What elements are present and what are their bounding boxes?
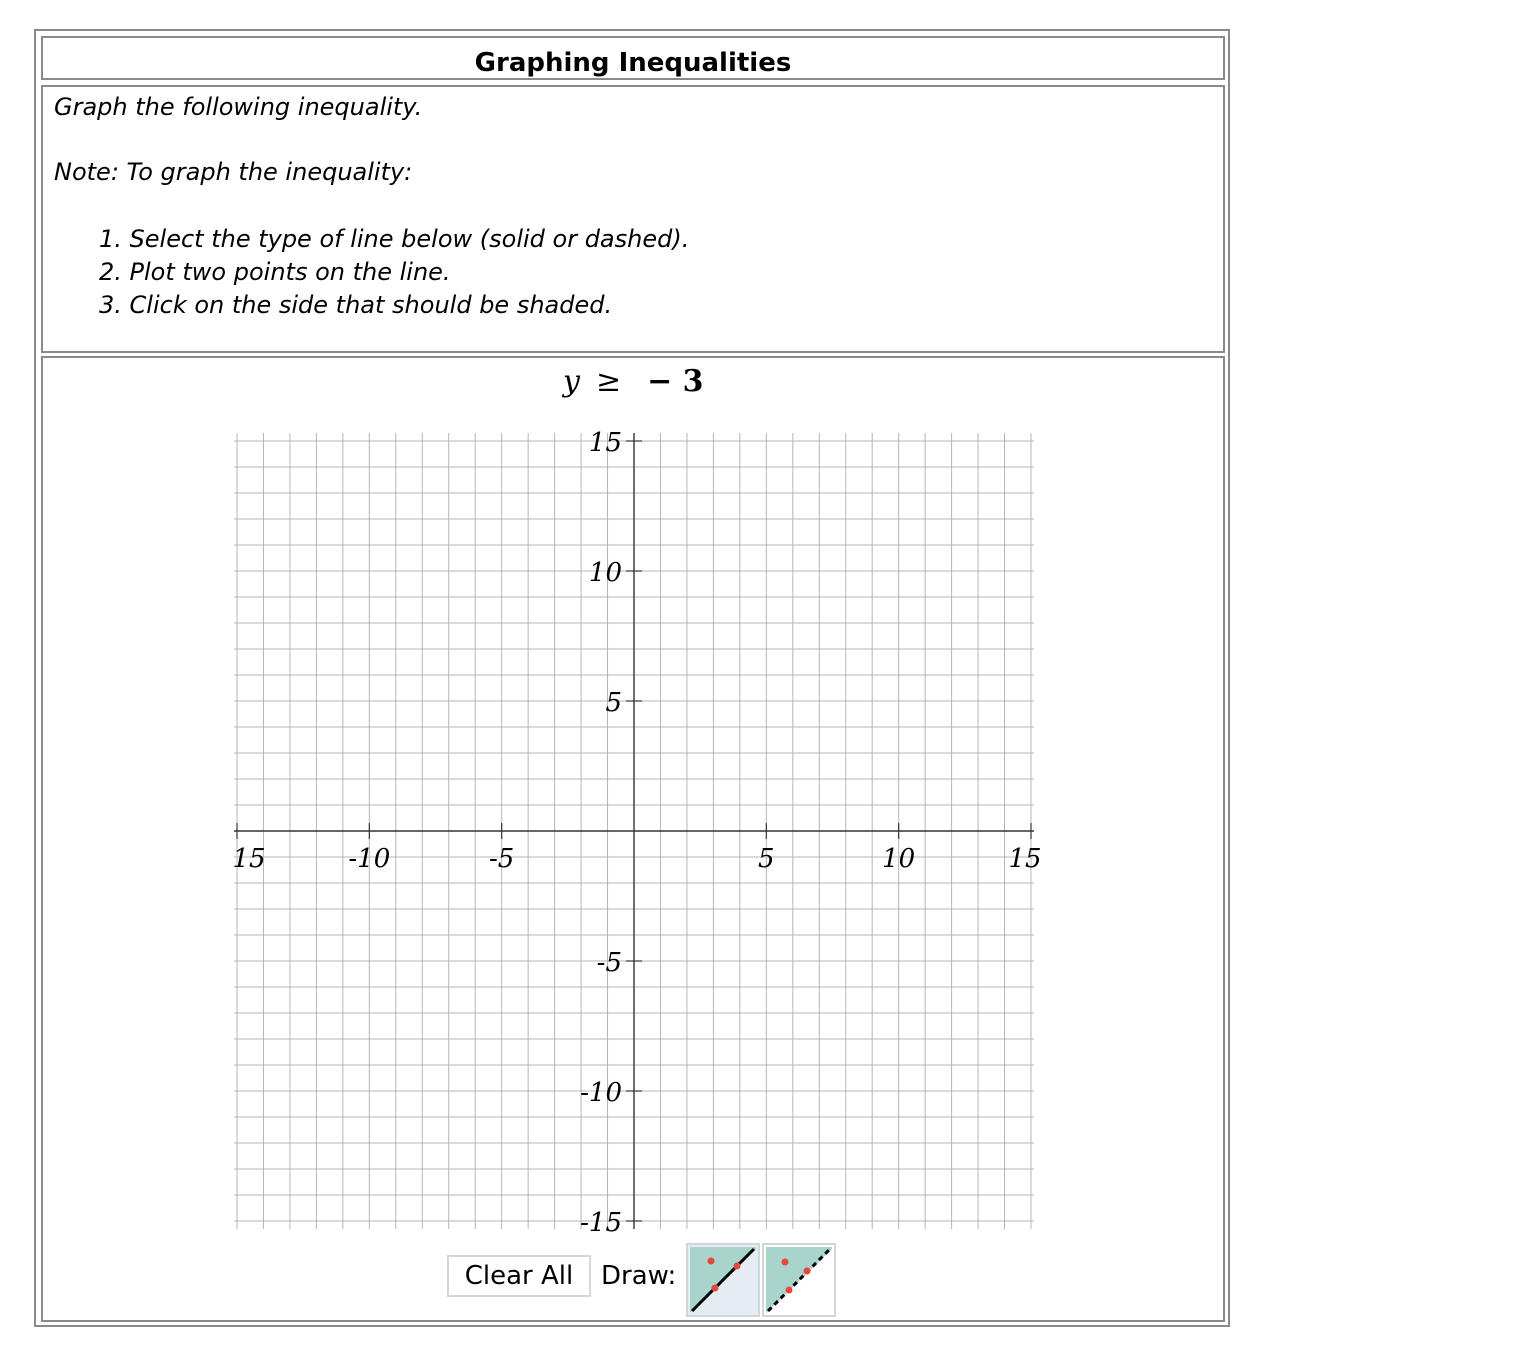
inequality-variable: y: [563, 364, 580, 399]
instruction-step: 2. Plot two points on the line.: [99, 258, 451, 286]
draw-label: Draw:: [601, 1261, 677, 1291]
solid-line-tool-button[interactable]: [686, 1243, 760, 1317]
y-tick-label: 10: [588, 558, 622, 588]
instruction-step: 3. Click on the side that should be shaded.: [99, 291, 613, 319]
x-tick-label: 5: [758, 844, 775, 874]
x-tick-label: 15: [232, 844, 266, 874]
dashed-line-tool-button[interactable]: [762, 1243, 836, 1317]
inequality-value: − 3: [647, 364, 704, 399]
inequality-relation: ≥: [595, 364, 622, 399]
instruction-prompt: Graph the following inequality.: [54, 93, 423, 121]
dashed-line-icon: [766, 1247, 832, 1313]
instruction-note: Note: To graph the inequality:: [54, 158, 413, 186]
y-tick-label: -15: [580, 1208, 622, 1238]
page-title: Graphing Inequalities: [474, 48, 792, 78]
x-tick-label: 15: [1008, 844, 1042, 874]
solid-line-icon: [690, 1247, 756, 1313]
clear-all-button[interactable]: Clear All: [447, 1255, 591, 1297]
x-tick-label: 10: [882, 844, 916, 874]
x-tick-label: -10: [348, 844, 391, 874]
x-tick-label: -5: [489, 844, 515, 874]
y-tick-label: -5: [596, 948, 622, 978]
instruction-step: 1. Select the type of line below (solid or dashed).: [99, 225, 690, 253]
y-tick-label: 5: [605, 688, 622, 718]
y-tick-label: -10: [580, 1078, 622, 1108]
y-tick-label: 15: [588, 428, 622, 458]
